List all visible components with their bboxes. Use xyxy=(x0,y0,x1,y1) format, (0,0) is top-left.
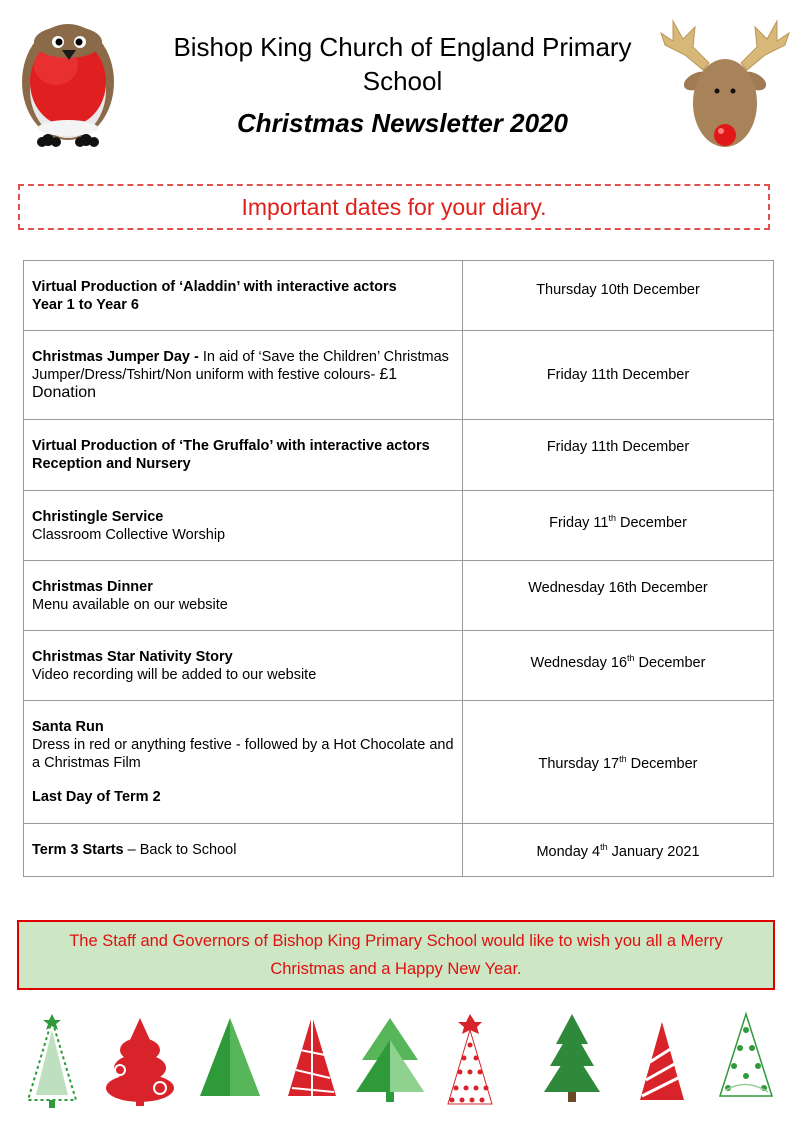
christmas-greeting xyxy=(17,920,775,990)
event-date: Wednesday 16th December xyxy=(528,580,708,596)
event-description-cell xyxy=(24,491,463,561)
event-description: – Back to School xyxy=(123,842,237,858)
event-title: Christmas Dinner xyxy=(32,578,153,595)
event-title: Christmas Jumper Day - xyxy=(32,349,203,365)
event-date: Friday 11th December xyxy=(546,367,690,383)
event-description: Video recording will be added to our website xyxy=(32,666,317,683)
event-title: Virtual Production of ‘Aladdin’ with interactive actors xyxy=(32,278,397,295)
tree-icon xyxy=(200,1018,260,1096)
event-date: Thursday 10th December xyxy=(536,282,700,298)
event-date-cell xyxy=(463,824,774,877)
tree-icon xyxy=(288,1016,336,1096)
school-name: Bishop King Church of England Primary School xyxy=(173,32,632,96)
reindeer-illustration xyxy=(655,15,795,155)
event-description-cell xyxy=(24,420,463,491)
tree-icon xyxy=(544,1014,600,1102)
event-description-cell xyxy=(24,261,463,331)
table-row xyxy=(24,561,774,631)
event-description-cell xyxy=(24,561,463,631)
event-date-cell xyxy=(463,701,774,824)
tree-icon xyxy=(640,1022,684,1100)
events-table xyxy=(23,260,774,877)
event-description: Dress in red or anything festive - followed by a Hot Chocolate and a Christmas Film xyxy=(32,737,454,771)
table-row xyxy=(24,331,774,420)
event-description-cell xyxy=(24,631,463,701)
event-description-cell xyxy=(24,701,463,824)
table-row xyxy=(24,491,774,561)
tree-icon xyxy=(356,1018,424,1102)
event-subtitle: Reception and Nursery xyxy=(32,456,191,472)
event-date-cell xyxy=(463,631,774,701)
event-date-cell xyxy=(463,491,774,561)
event-date: Friday 11th December xyxy=(546,439,690,455)
tree-icon xyxy=(28,1014,76,1108)
important-dates-text: Important dates for your diary. xyxy=(241,193,547,220)
event-date-cell xyxy=(463,561,774,631)
tree-icon xyxy=(106,1018,174,1106)
important-dates-heading xyxy=(18,184,770,230)
event-description-cell xyxy=(24,824,463,877)
event-description: Classroom Collective Worship xyxy=(32,526,226,543)
event-title: Term 3 Starts xyxy=(32,842,124,858)
event-description: Menu available on our website xyxy=(32,596,228,613)
table-row xyxy=(24,261,774,331)
event-title: Christingle Service xyxy=(32,508,164,525)
tree-icon xyxy=(720,1014,772,1096)
event-description: In aid of ‘Save the Children’ Christmas Jumper/Dress/Tshirt/Non uniform with festive colours- xyxy=(32,349,449,383)
robin-illustration xyxy=(18,20,120,150)
greeting-text: The Staff and Governors of Bishop King Primary School would like to wish you all a Merry Christmas and a Happy New Year. xyxy=(69,932,723,978)
table-row xyxy=(24,701,774,824)
event-subtitle: Last Day of Term 2 xyxy=(32,789,161,805)
table-row xyxy=(24,824,774,877)
event-subtitle: Year 1 to Year 6 xyxy=(32,296,139,313)
event-title: Christmas Star Nativity Story xyxy=(32,648,233,665)
event-date: Friday 11th December xyxy=(549,513,687,531)
event-date: Monday 4th January 2021 xyxy=(536,842,700,861)
table-row xyxy=(24,420,774,491)
tree-icon xyxy=(448,1014,492,1104)
newsletter-title: Christmas Newsletter 2020 xyxy=(237,108,568,138)
event-date: Thursday 17th December xyxy=(538,754,698,773)
event-title: Santa Run xyxy=(32,719,104,735)
christmas-trees-decoration xyxy=(0,1000,800,1120)
event-description-cell xyxy=(24,331,463,420)
event-date-cell xyxy=(463,331,774,420)
event-date-cell xyxy=(463,261,774,331)
event-title: Virtual Production of ‘The Gruffalo’ with interactive actors xyxy=(32,438,430,454)
event-date: Wednesday 16th December xyxy=(530,653,706,671)
table-row xyxy=(24,631,774,701)
event-date-cell xyxy=(463,420,774,491)
event-description-donation: £1 Donation xyxy=(32,366,398,401)
